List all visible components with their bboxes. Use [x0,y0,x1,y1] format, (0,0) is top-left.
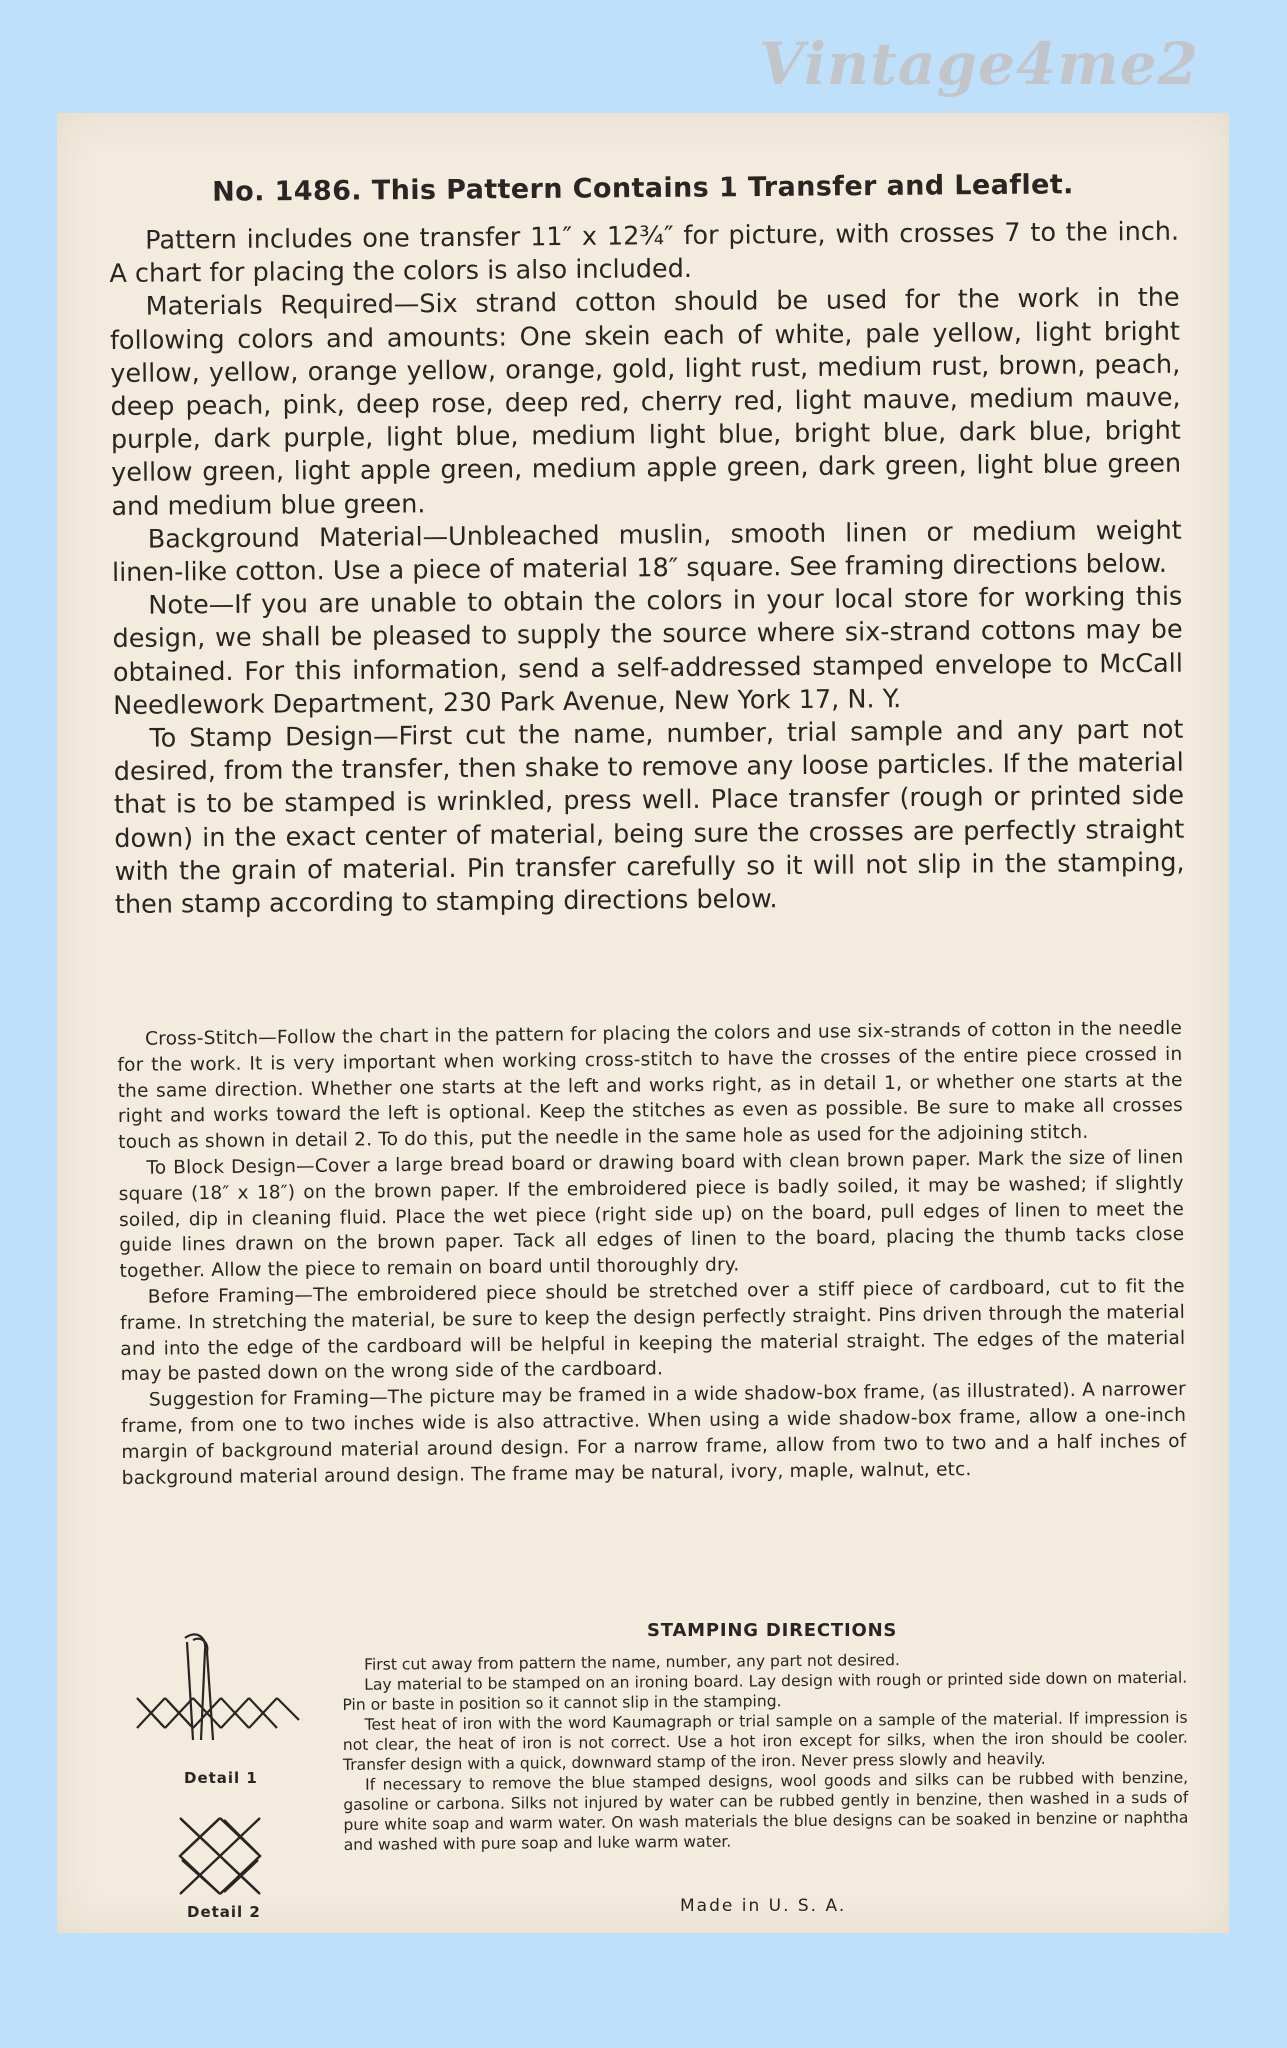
stamping-paragraph-cut: First cut away from pattern the name, number, any part not desired. [364,1651,900,1674]
pattern-leaflet-sheet [57,113,1229,1933]
stamping-paragraph-lay: Lay material to be stamped on an ironing board. Lay design with rough or printed side down on material. Pin or baste in position so it cannot slip in the stamping. [342,1668,1188,1714]
paragraph-materials-required: Materials Required—Six strand cotton should be used for the work in the following colors and amounts: One skein each of white, pale yellow, light bright yellow, yellow, orange yellow, orange, gold, light rust, medium rust, brown, peach, deep peach, pink, deep rose, deep red, cherry red, light mauve, medium mauve, purple, dark purple, light blue, medium light blue, bright blue, dark blue, bright yellow green, light apple green, medium apple green, dark green, light blue green and medium blue green. [109,283,1182,522]
paragraph-note: Note—If you are unable to obtain the colors in your local store for working this design, we shall be pleased to supply the source where six-strand cottons may be obtained. For this information, send a self-addressed stamped envelope to McCall Needlework Department, 230 Park Avenue, New York 17, N. Y. [112,581,1183,721]
stamping-directions-text [342,1648,1189,1855]
paragraph-background-material: Background Material—Unbleached muslin, smooth linen or medium weight linen-like cotton. Use a piece of material 18″ square. See framing directions below. [111,515,1182,589]
watermark-logo: Vintage4me2 [759,30,1199,98]
stamping-paragraph-remove: If necessary to remove the blue stamped designs, wool goods and silks can be rubbed with benzine, gasoline or carbona. Silks not injured by water can be rubbed gently in benzine, then washed in a suds of pure white soap and warm water. On wash materials the blue designs can be soaked in benzine or naphtha and washed with pure soap and luke warm water. [343,1768,1189,1854]
paragraph-before-framing: Before Framing—The embroidered piece should be stretched over a stiff piece of cardboard, cut to fit the frame. In stretching the material, be sure to keep the design perfectly straight. Pins driven through the material and into the edge of the cardboard will be helpful in keeping the material straight. The edges of the material may be pasted down on the wrong side of the cardboard. [119,1275,1186,1386]
made-in-usa-label: Made in U. S. A. [680,1896,847,1916]
paragraph-cross-stitch: Cross-Stitch—Follow the chart in the pattern for placing the colors and use six-strands of cotton in the needle for the work. It is very important when working cross-stitch to have the crosses of the entire piece crossed in the same direction. Whether one starts at the left and works right, as in detail 1, or whether one starts at the right and works toward the left is optional. Keep the stitches as even as possible. Be sure to make all crosses touch as shown in detail 2. To do this, put the needle in the same hole as used for the adjoining stitch. [117,1017,1183,1154]
paragraph-suggestion-framing: Suggestion for Framing—The picture may be framed in a wide shadow-box frame, (as illustrated). A narrower frame, from one to two inches wide is also attractive. When using a wide shadow-box frame, allow a one-inch margin of background material around design. For a narrow frame, allow from two to two and a half inches of background material around design. The frame may be natural, ivory, maple, walnut, etc. [121,1378,1187,1489]
detail-1-cross-stitch-diagram [127,1628,307,1758]
detail-2-cross-stitch-diagram [172,1808,272,1903]
main-instructions [109,216,1185,923]
leaflet-heading: No. 1486. This Pattern Contains 1 Transfer and Leaflet. [212,169,1074,208]
detail-1-label: Detail 1 [184,1769,258,1787]
detailed-instructions [117,1016,1187,1491]
paragraph-stamp-design: To Stamp Design—First cut the name, number, trial sample and any part not desired, from the transfer, then shake to remove any loose particles. If the material that is to be stamped is wrinkled, press well. Place transfer (rough or printed side down) in the exact center of material, being sure the crosses are perfectly straight with the grain of material. Pin transfer carefully so it will not slip in the stamping, then stamp according to stamping directions below. [113,714,1185,921]
stamping-directions-title: STAMPING DIRECTIONS [647,1620,898,1641]
stamping-paragraph-test-heat: Test heat of iron with the word Kaumagraph or trial sample on a sample of the material. If impression is not clear, the heat of iron is not correct. Use a hot iron except for silks, when the iron should be cooler. Transfer design with a quick, downward stamp of the iron. Never press slowly and heavily. [342,1708,1188,1774]
paragraph-pattern-includes: Pattern includes one transfer 11″ x 12¾″ for picture, with crosses 7 to the inch. A chart for placing the colors is also included. [109,216,1180,290]
detail-2-label: Detail 2 [187,1903,261,1921]
paragraph-block-design: To Block Design—Cover a large bread board or drawing board with clean brown paper. Mark the size of linen square (18″ x 18″) on the brown paper. If the embroidered piece is badly soiled, it may be washed; if slightly soiled, dip in cleaning fluid. Place the wet piece (right side up) on the board, pull edges of linen to meet the guide lines drawn on the brown paper. Tack all edges of linen to the board, placing the thumb tacks close together. Allow the piece to remain on board until thoroughly dry. [118,1146,1185,1283]
